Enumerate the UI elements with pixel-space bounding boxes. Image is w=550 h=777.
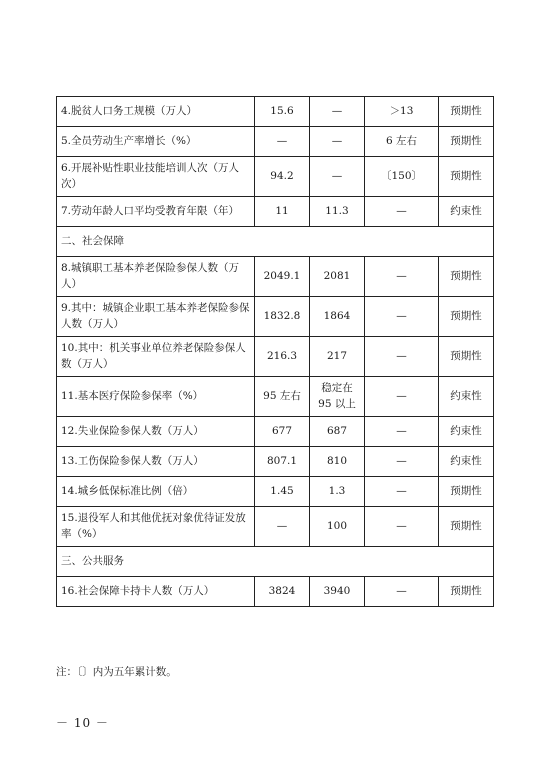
page-number: － 10 － — [56, 716, 109, 730]
indicator-attribute: 预期性 — [439, 297, 494, 337]
table-row — [57, 127, 494, 157]
indicator-name: 16.社会保障卡持卡人数（万人） — [57, 577, 255, 607]
value-cumulative: 6 左右 — [365, 127, 439, 157]
table-row — [57, 477, 494, 507]
value-cumulative: — — [365, 507, 439, 547]
value-cumulative: 〔150〕 — [365, 157, 439, 197]
table-row — [57, 577, 494, 607]
value-2025: 810 — [310, 447, 365, 477]
indicator-attribute: 约束性 — [439, 197, 494, 227]
indicator-attribute: 约束性 — [439, 377, 494, 417]
section-heading: 三、公共服务 — [57, 547, 494, 577]
indicator-name: 13.工伤保险参保人数（万人） — [57, 447, 255, 477]
indicator-attribute: 预期性 — [439, 507, 494, 547]
value-2025: 11.3 — [310, 197, 365, 227]
value-2025: — — [310, 127, 365, 157]
indicator-name: 7.劳动年龄人口平均受教育年限（年） — [57, 197, 255, 227]
indicator-name: 12.失业保险参保人数（万人） — [57, 417, 255, 447]
value-2020: 11 — [255, 197, 310, 227]
section-row — [57, 547, 494, 577]
value-cumulative: — — [365, 477, 439, 507]
indicator-attribute: 预期性 — [439, 257, 494, 297]
indicator-name: 9.其中：城镇企业职工基本养老保险参保人数（万人） — [57, 297, 255, 337]
indicator-name: 6.开展补贴性职业技能培训人次（万人次） — [57, 157, 255, 197]
indicator-attribute: 预期性 — [439, 127, 494, 157]
indicator-name: 10.其中：机关事业单位养老保险参保人数（万人） — [57, 337, 255, 377]
table-row — [57, 377, 494, 417]
value-2020: 2049.1 — [255, 257, 310, 297]
value-2025: 1864 — [310, 297, 365, 337]
value-2020: 94.2 — [255, 157, 310, 197]
table-row — [57, 157, 494, 197]
indicator-attribute: 预期性 — [439, 337, 494, 377]
indicator-attribute: 约束性 — [439, 417, 494, 447]
value-2020: 1832.8 — [255, 297, 310, 337]
indicator-table — [56, 96, 494, 607]
indicator-name: 8.城镇职工基本养老保险参保人数（万人） — [57, 257, 255, 297]
value-2020: 1.45 — [255, 477, 310, 507]
value-2020: 216.3 — [255, 337, 310, 377]
indicator-name: 11.基本医疗保险参保率（%） — [57, 377, 255, 417]
indicator-attribute: 预期性 — [439, 477, 494, 507]
value-2020: 95 左右 — [255, 377, 310, 417]
value-cumulative: — — [365, 447, 439, 477]
value-cumulative: — — [365, 337, 439, 377]
indicator-name: 5.全员劳动生产率增长（%） — [57, 127, 255, 157]
value-2020: — — [255, 507, 310, 547]
section-row — [57, 227, 494, 257]
value-2020: — — [255, 127, 310, 157]
value-cumulative: — — [365, 377, 439, 417]
value-2025: 稳定在 95 以上 — [310, 377, 365, 417]
value-2025: 1.3 — [310, 477, 365, 507]
value-cumulative: — — [365, 297, 439, 337]
value-2025: 2081 — [310, 257, 365, 297]
table-row — [57, 447, 494, 477]
value-2020: 3824 — [255, 577, 310, 607]
table-footnote: 注：〔〕内为五年累计数。 — [56, 666, 177, 678]
table-row — [57, 417, 494, 447]
value-cumulative: — — [365, 197, 439, 227]
value-2025: 217 — [310, 337, 365, 377]
indicator-name: 14.城乡低保标准比例（倍） — [57, 477, 255, 507]
table-row — [57, 297, 494, 337]
value-cumulative: ＞13 — [365, 97, 439, 127]
value-cumulative: — — [365, 417, 439, 447]
table-row — [57, 257, 494, 297]
indicator-table-body — [57, 97, 494, 607]
value-2020: 15.6 — [255, 97, 310, 127]
value-2025: — — [310, 97, 365, 127]
indicator-name: 15.退役军人和其他优抚对象优待证发放率（%） — [57, 507, 255, 547]
value-2020: 677 — [255, 417, 310, 447]
value-cumulative: — — [365, 257, 439, 297]
table-row — [57, 337, 494, 377]
indicator-attribute: 预期性 — [439, 157, 494, 197]
indicator-attribute: 预期性 — [439, 577, 494, 607]
table-row — [57, 97, 494, 127]
table-row — [57, 197, 494, 227]
value-2025: 3940 — [310, 577, 365, 607]
table-row — [57, 507, 494, 547]
indicator-name: 4.脱贫人口务工规模（万人） — [57, 97, 255, 127]
value-2020: 807.1 — [255, 447, 310, 477]
indicator-attribute: 预期性 — [439, 97, 494, 127]
value-2025: 100 — [310, 507, 365, 547]
value-cumulative: — — [365, 577, 439, 607]
section-heading: 二、社会保障 — [57, 227, 494, 257]
value-2025: — — [310, 157, 365, 197]
value-2025: 687 — [310, 417, 365, 447]
indicator-attribute: 约束性 — [439, 447, 494, 477]
